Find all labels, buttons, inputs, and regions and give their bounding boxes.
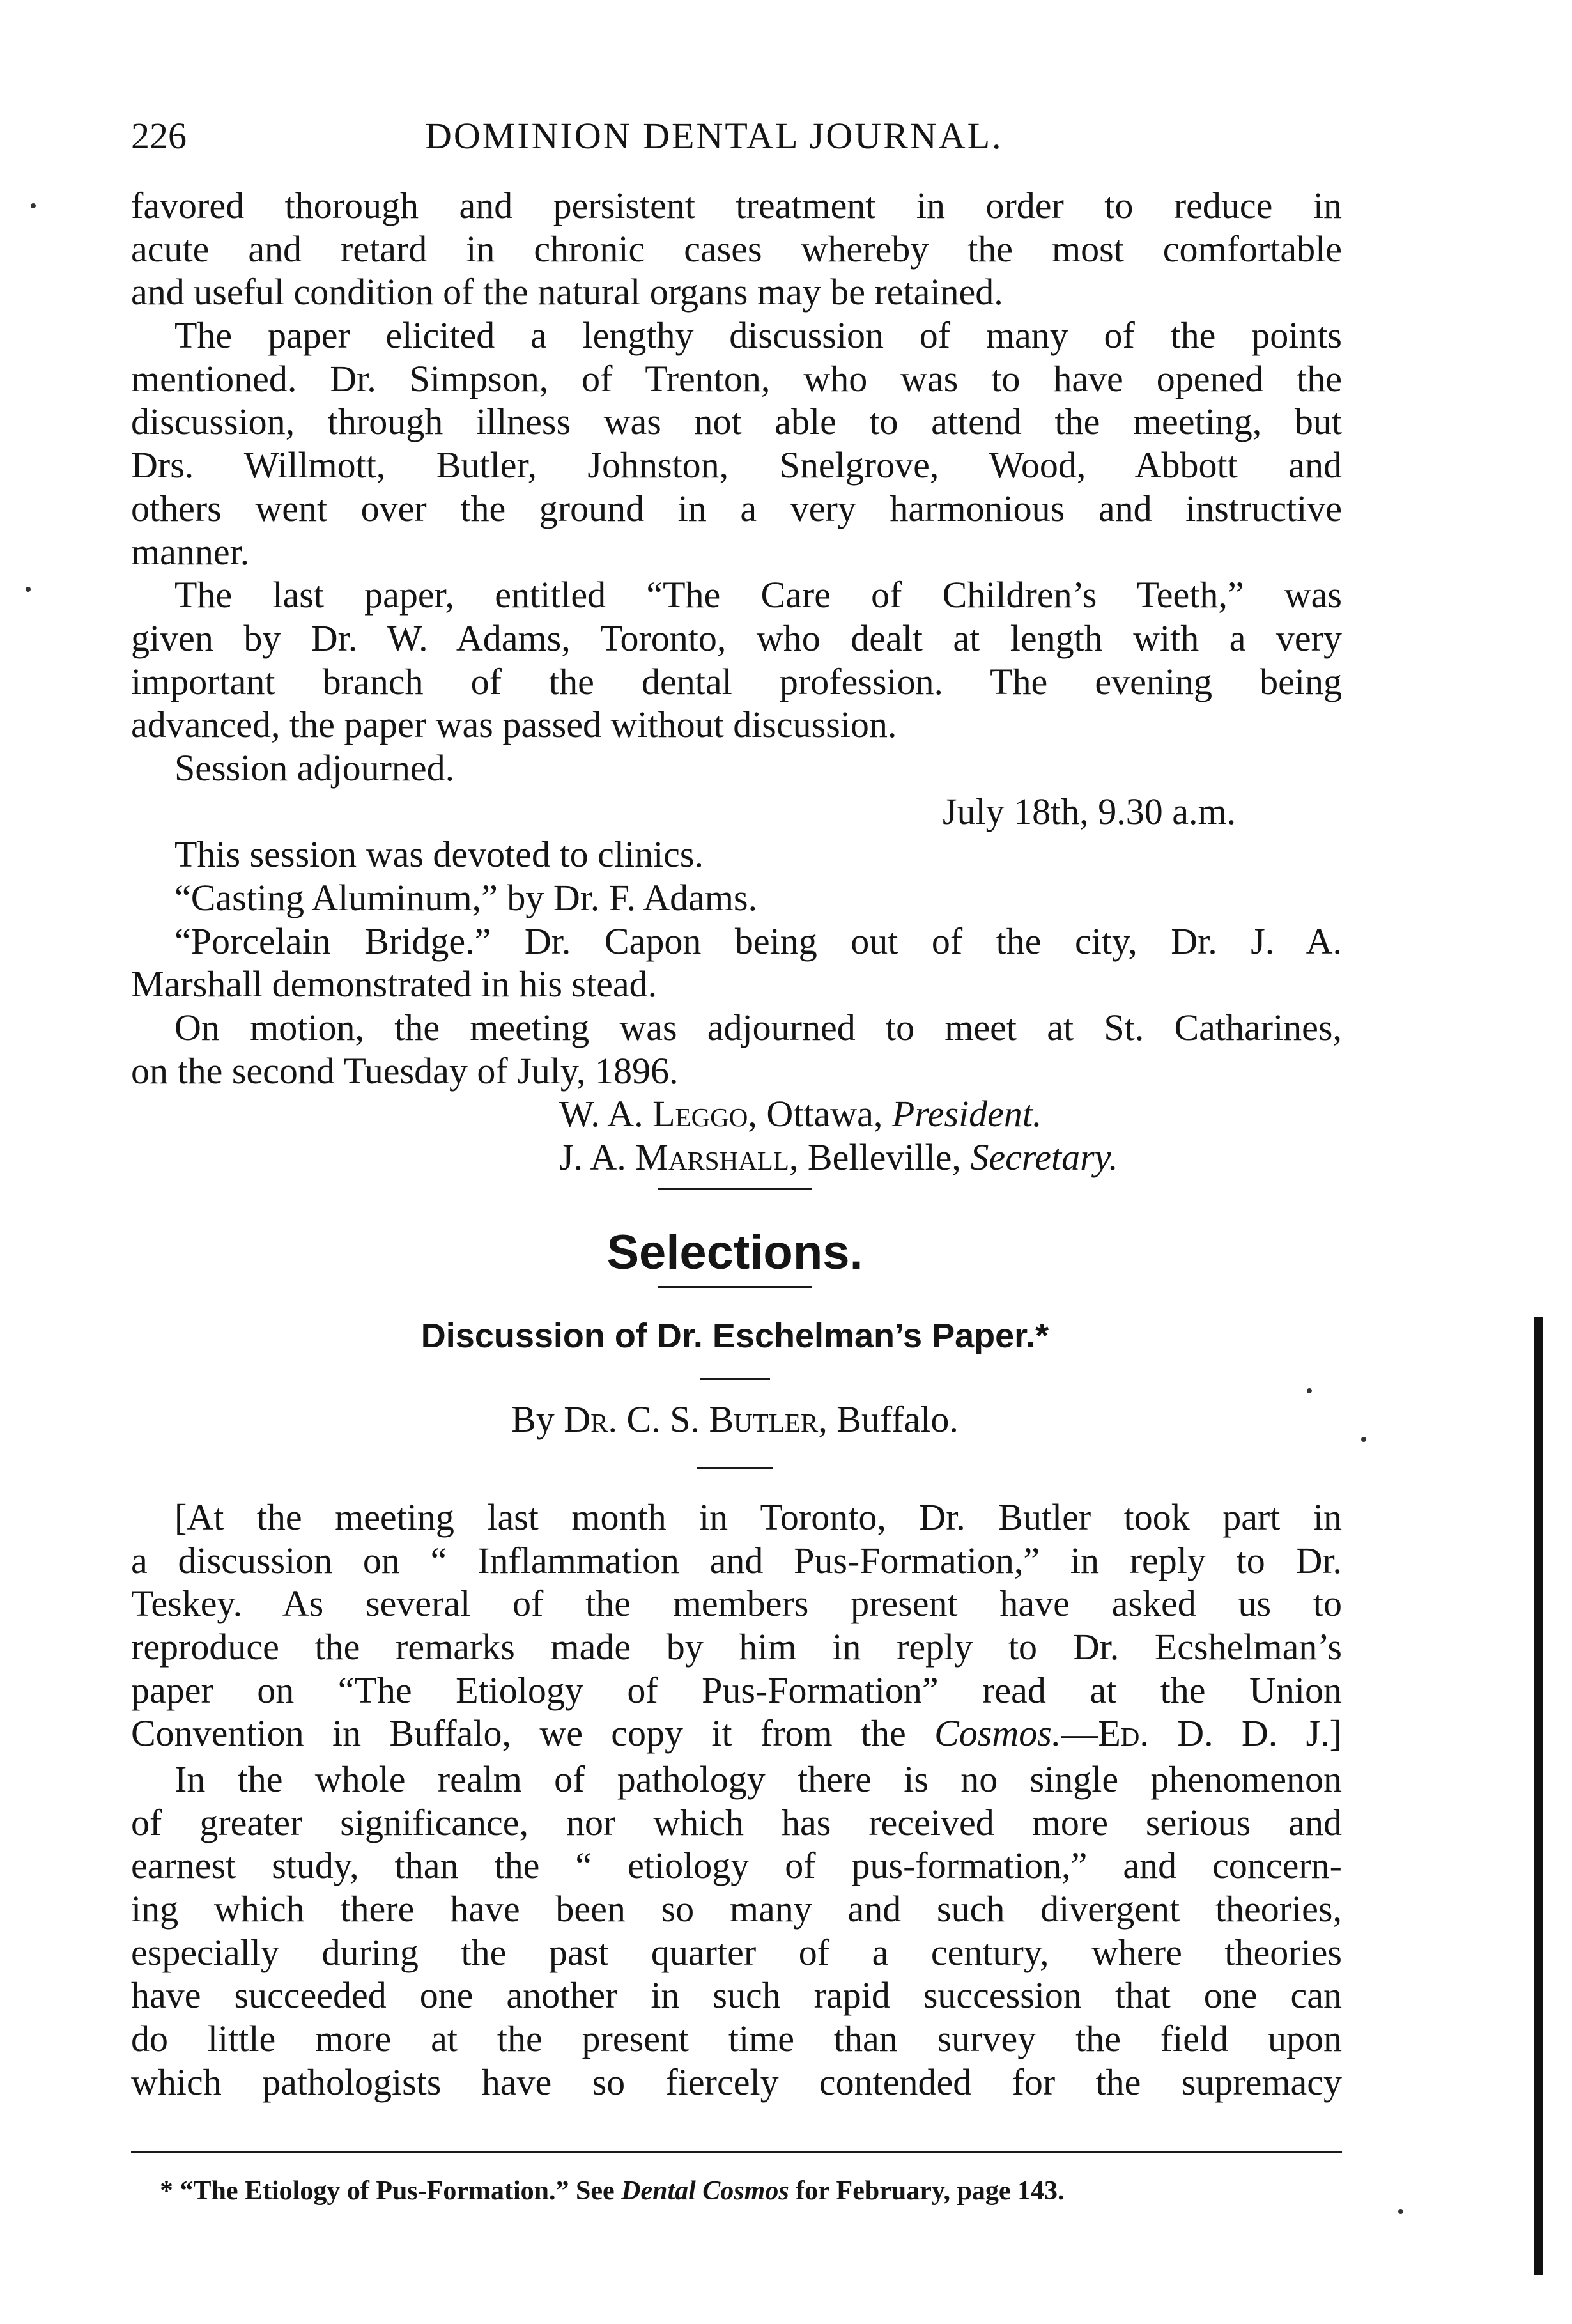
text-line: of greater significance, nor which has received more serious and (131, 1801, 1342, 1843)
text-line: Marshall demonstrated in his stead. (131, 963, 658, 1005)
byline-suffix: , Buffalo. (818, 1398, 959, 1440)
signature-name: W. A. Leggo (559, 1093, 748, 1135)
text-line: advanced, the paper was passed without discussion. (131, 704, 897, 746)
text-line: do little more at the present time than survey the field upon (131, 2018, 1342, 2060)
session-date: July 18th, 9.30 a.m. (943, 790, 1237, 832)
text-line: In the whole realm of pathology there is no single phenomenon (174, 1758, 1342, 1800)
speck (1361, 1437, 1366, 1442)
text-line: reproduce the remarks made by him in reply to Dr. Ecshelman’s (131, 1626, 1342, 1668)
speck (1398, 2209, 1403, 2214)
text-line: important branch of the dental profession. The evening being (131, 660, 1342, 702)
text-line (131, 1712, 1342, 1755)
text-line: This session was devoted to clinics. (174, 833, 704, 876)
text-line: which pathologists have so fiercely contended for the supremacy (131, 2061, 1342, 2103)
text-line: earnest study, than the “ etiology of pus-formation,” and concern- (131, 1845, 1342, 1887)
text-line: favored thorough and persistent treatment in order to reduce in (131, 185, 1342, 226)
signature-role: Secretary. (970, 1136, 1118, 1179)
text-line: On motion, the meeting was adjourned to meet at St. Catharines, (174, 1007, 1342, 1049)
byline-prefix: By (511, 1398, 564, 1440)
footnote-source: Dental Cosmos (621, 2176, 789, 2206)
text-line: a discussion on “ Inflammation and Pus-Formation,” in reply to Dr. (131, 1539, 1342, 1581)
speck (31, 203, 36, 208)
intro-prefix: Convention in Buffalo, we copy it from the (131, 1712, 935, 1755)
subtitle-rule (700, 1378, 770, 1380)
text-line: Drs. Willmott, Butler, Johnston, Snelgrove, Wood, Abbott and (131, 444, 1342, 486)
text-line: acute and retard in chronic cases whereby the most comfortable (131, 228, 1342, 270)
speck (1307, 1388, 1312, 1393)
text-line: [At the meeting last month in Toronto, Dr. Butler took part in (174, 1496, 1342, 1538)
binding-edge (1534, 1317, 1543, 2275)
intro-source: Cosmos. (934, 1712, 1061, 1755)
journal-title: DOMINION DENTAL JOURNAL. (425, 115, 1003, 157)
signature-place: , Ottawa, (748, 1093, 892, 1135)
section-divider (658, 1188, 812, 1190)
text-line: and useful condition of the natural organs may be retained. (131, 271, 1003, 313)
text-line: Teskey. As several of the members present have asked us to (131, 1583, 1342, 1625)
article-intro (131, 1496, 1342, 1755)
page-number: 226 (131, 115, 187, 157)
byline-author: Dr. C. S. Butler (564, 1398, 819, 1440)
text-line: The last paper, entitled “The Care of Children’s Teeth,” was (174, 574, 1342, 616)
text-line: “Porcelain Bridge.” Dr. Capon being out of the city, Dr. J. A. (174, 920, 1342, 962)
byline-rule (697, 1467, 773, 1469)
text-line: manner. (131, 531, 250, 573)
speck (26, 587, 31, 592)
signature-secretary (131, 1136, 1342, 1179)
intro-suffix: —Ed. D. D. J.] (1061, 1712, 1342, 1755)
text-line: mentioned. Dr. Simpson, of Trenton, who was to have opened the (131, 357, 1342, 399)
text-line: especially during the past quarter of a century, where theories (131, 1931, 1342, 1973)
footnote-rule (131, 2151, 1342, 2153)
article-body (131, 1758, 1342, 2104)
text-line: discussion, through illness was not able to attend the meeting, but (131, 401, 1342, 443)
title-rule (658, 1286, 812, 1288)
text-line: given by Dr. W. Adams, Toronto, who dealt at length with a very (131, 617, 1342, 659)
text-line: Session adjourned. (174, 747, 455, 789)
article-title: Discussion of Dr. Eschelman’s Paper.* (420, 1317, 1049, 1355)
article-byline (0, 1398, 1470, 1441)
signature-name: J. A. Marshall (559, 1136, 789, 1179)
signature-role: President. (891, 1093, 1042, 1135)
text-line: The paper elicited a lengthy discussion of many of the points (174, 314, 1342, 357)
footnote (160, 2174, 1065, 2208)
signature-place: , Belleville, (789, 1136, 971, 1179)
meeting-report (131, 184, 1342, 1179)
text-line: others went over the ground in a very harmonious and instructive (131, 487, 1342, 529)
footnote-suffix: for February, page 143. (789, 2176, 1065, 2206)
text-line: paper on “The Etiology of Pus-Formation” read at the Union (131, 1669, 1342, 1711)
signature-president (131, 1092, 1342, 1136)
text-line: on the second Tuesday of July, 1896. (131, 1050, 679, 1092)
footnote-prefix: * “The Etiology of Pus-Formation.” See (160, 2176, 622, 2206)
text-line: ing which there have been so many and such divergent theories, (131, 1888, 1342, 1930)
text-line: “Casting Aluminum,” by Dr. F. Adams. (174, 877, 758, 918)
section-title: Selections. (606, 1225, 863, 1280)
text-line: have succeeded one another in such rapid succession that one can (131, 1974, 1342, 2017)
